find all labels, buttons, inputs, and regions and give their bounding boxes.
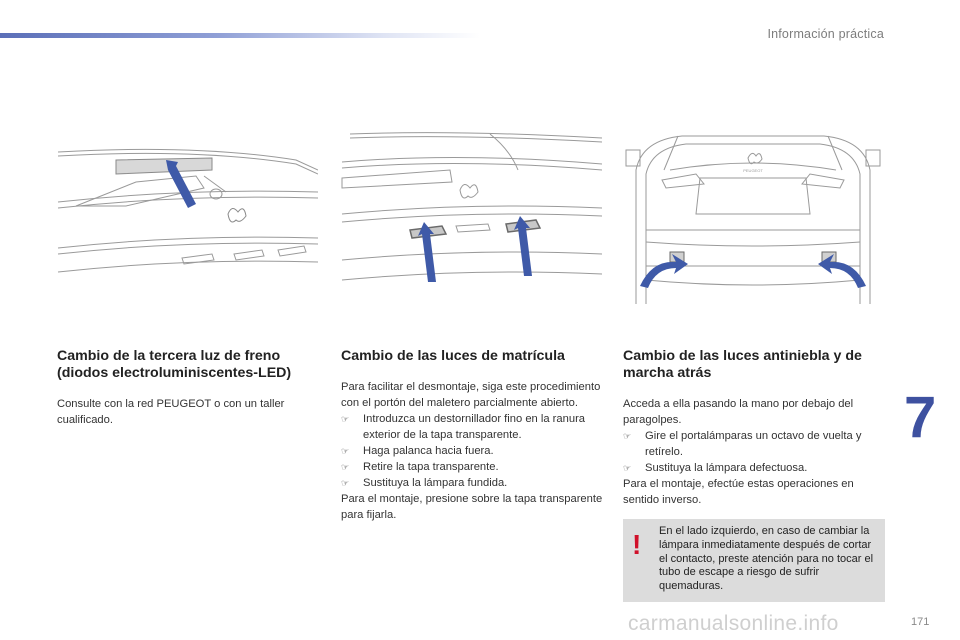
warning-box [623, 519, 885, 602]
warning-text: En el lado izquierdo, en caso de cambiar la lámpara inmediatamente después de cortar el contacto, preste atención para no tocar el tubo de escape a riesgo de sufrir quemaduras. [659, 525, 874, 593]
pointing-hand-icon: ☞ [341, 462, 350, 472]
section-body: Consulte con la red PEUGEOT o con un taller cualificado. [57, 398, 285, 426]
number-plate-lights-illustration [340, 130, 602, 308]
pointing-hand-icon: ☞ [341, 414, 350, 424]
fog-reversing-lamps-illustration [622, 130, 884, 308]
section-heading: Cambio de las luces antiniebla y de marcha atrás [623, 348, 862, 381]
section-intro: Para facilitar el desmontaje, siga este procedimiento con el portón del maletero parcialmente abierto. [341, 381, 601, 409]
section-fog-reversing-lamps [623, 348, 889, 508]
section-third-brake-light [57, 348, 323, 428]
step-list [623, 428, 889, 476]
step-item: ☞ Gire el portalámparas un octavo de vuelta y retírelo. [623, 430, 862, 458]
step-item: ☞ Haga palanca hacia fuera. [341, 445, 494, 457]
section-intro: Acceda a ella pasando la mano por debajo del paragolpes. [623, 398, 854, 426]
section-title: Información práctica [767, 27, 884, 41]
section-outro: Para el montaje, efectúe estas operaciones en sentido inverso. [623, 478, 854, 506]
step-item: ☞ Retire la tapa transparente. [341, 461, 499, 473]
exclamation-icon: ! [632, 529, 642, 560]
header-gradient-bar [0, 33, 480, 38]
brand-badge-text: PEUGEOT [743, 168, 763, 173]
section-heading: Cambio de las luces de matrícula [341, 348, 565, 364]
pointing-hand-icon: ☞ [341, 478, 350, 488]
pointing-hand-icon: ☞ [341, 446, 350, 456]
step-list [341, 411, 607, 491]
section-heading: Cambio de la tercera luz de freno (diodos electroluminiscentes-LED) [57, 348, 292, 381]
step-item: ☞ Sustituya la lámpara defectuosa. [623, 462, 808, 474]
chapter-number: 7 [904, 385, 937, 450]
page-number: 171 [911, 616, 930, 628]
section-number-plate-lights [341, 348, 607, 523]
pointing-hand-icon: ☞ [623, 431, 632, 441]
third-brake-light-illustration [56, 130, 318, 308]
pointing-hand-icon: ☞ [623, 463, 632, 473]
step-item: ☞ Sustituya la lámpara fundida. [341, 477, 508, 489]
watermark: carmanualsonline.info [628, 612, 839, 635]
section-outro: Para el montaje, presione sobre la tapa transparente para fijarla. [341, 493, 603, 521]
step-item: ☞ Introduzca un destornillador fino en la ranura exterior de la tapa transparente. [341, 413, 586, 441]
